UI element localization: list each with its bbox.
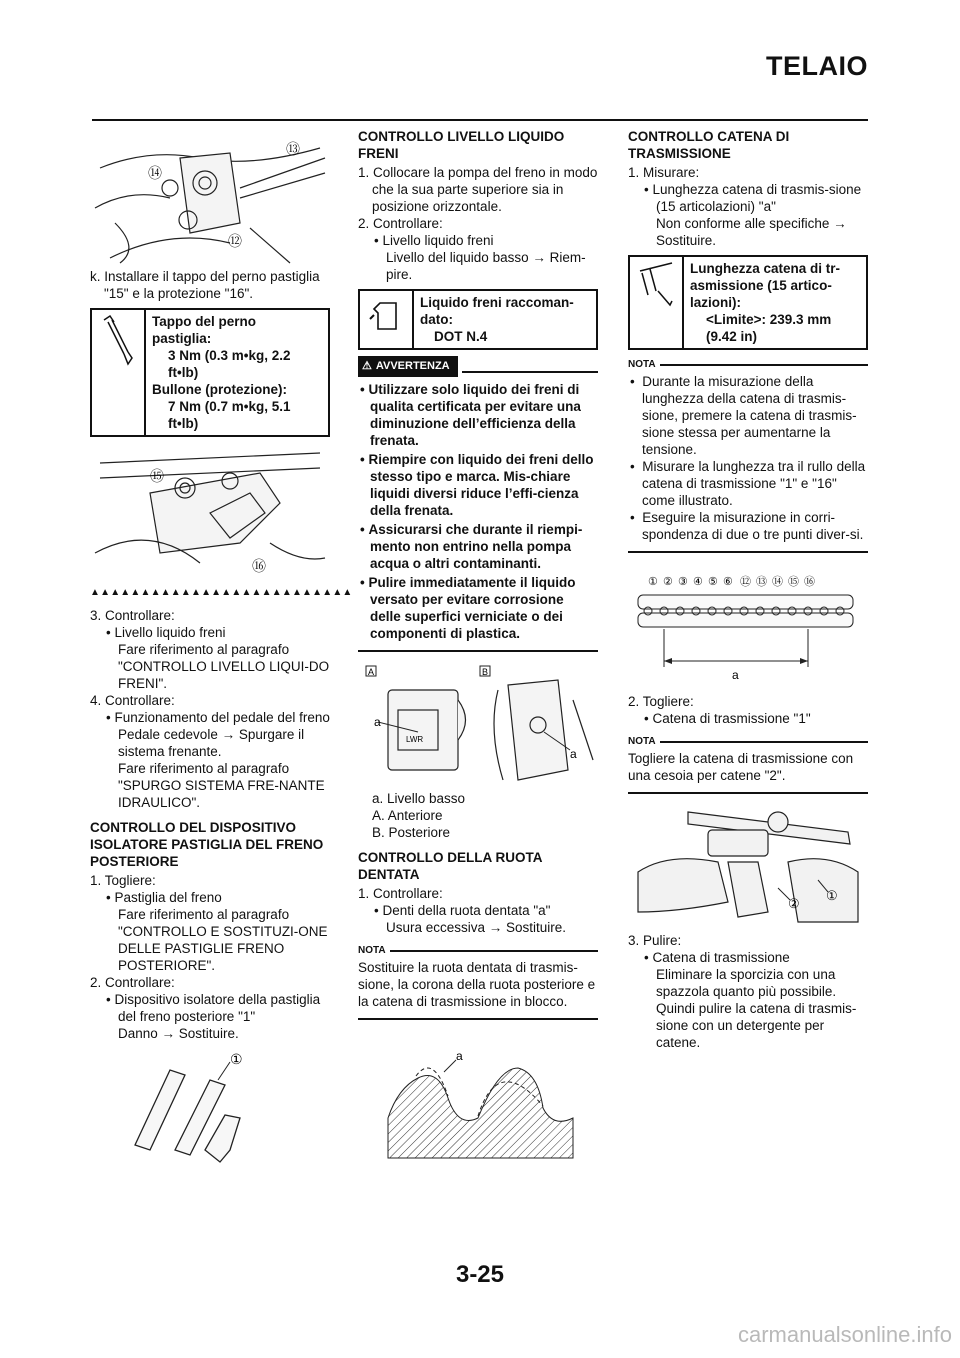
header-rule: [92, 119, 868, 121]
spec-value: 7 Nm (0.7 m•kg, 5.1: [168, 399, 291, 414]
column-left: [90, 128, 353, 1170]
spec-line: asmissione (15 artico-: [690, 278, 832, 293]
chain-label: ⑬: [756, 576, 767, 588]
step-1: 1. Togliere:: [90, 873, 156, 888]
spec-line: Bullone (protezione):: [152, 382, 287, 397]
note-header: [628, 733, 868, 750]
fluid-spec-box: [358, 289, 598, 350]
step-3-bullet: • Catena di trasmissione: [644, 950, 790, 965]
reservoir-illustration: [358, 660, 598, 790]
caption: B. Posteriore: [372, 825, 451, 840]
step-1-ref: Fare riferimento al paragrafo "CONTROLLO E SOSTITUZI-ONE DELLE PASTIGLIE FRENO POSTERIORE".: [118, 907, 328, 973]
label-A: A: [368, 667, 375, 677]
step-1: 1. Misurare:: [628, 165, 700, 180]
note-label: NOTA: [358, 945, 386, 956]
spec-line: pastiglia:: [152, 331, 212, 346]
step-k: k. Installare il tappo del perno pastiglia "15" e la protezione "16".: [90, 269, 320, 301]
section-heading: CONTROLLO CATENA DI TRASMISSIONE: [628, 129, 790, 161]
chain-label: ⑭: [772, 576, 783, 588]
note-header: [628, 356, 868, 373]
step-2: 2. Controllare:: [90, 975, 175, 990]
callout-15: ⑮: [150, 468, 164, 484]
callout-16: ⑯: [252, 558, 266, 574]
spec-line: dato:: [420, 312, 453, 327]
section-heading: CONTROLLO DELLA RUOTA DENTATA: [358, 850, 542, 882]
callout-1: ①: [826, 888, 838, 903]
warning-item: • Riempire con liquido dei freni dello stesso tipo e marca. Mis-chiare liquidi diversi riduce l’effi-cienza della frenata.: [360, 452, 594, 518]
step-2-bullet: • Catena di trasmissione "1": [644, 711, 811, 726]
chain-label: ④: [693, 576, 703, 588]
spec-line: Lunghezza catena di tr-: [690, 261, 841, 276]
chain-label: ③: [678, 576, 688, 588]
warning-icon: ⚠: [362, 360, 372, 372]
chain-label: ⑮: [788, 576, 799, 588]
note-item: • Misurare la lunghezza tra il rullo della catena di trasmissione "1" e "16" come illustrato.: [630, 459, 866, 508]
spec-value: <Limite>: 239.3 mm: [706, 312, 832, 327]
chain-spec-box: [628, 255, 868, 350]
step-1-note: Usura eccessiva → Sostituire.: [386, 920, 567, 935]
wrench-torque-icon: [98, 314, 138, 374]
step-2-bullet: • Dispositivo isolatore della pastiglia del freno posteriore "1": [106, 992, 321, 1024]
caption: A. Anteriore: [372, 808, 443, 823]
page-title: TELAIO: [766, 51, 868, 81]
step-1-bullet: • Pastiglia del freno: [106, 890, 222, 905]
callout-12: ⑫: [228, 233, 242, 249]
spec-line: lazioni):: [690, 295, 741, 310]
chain-cutter-illustration: [628, 802, 868, 932]
note-label: NOTA: [628, 359, 656, 370]
step-2: 2. Controllare:: [358, 216, 443, 231]
chain-label: ⑤: [708, 576, 718, 588]
length-label-a: a: [732, 668, 739, 682]
callout-13: ⑬: [286, 141, 300, 157]
step-1-bullet: • Lunghezza catena di trasmis-sione (15 articolazioni) "a": [644, 182, 862, 214]
spec-value: (9.42 in): [706, 329, 758, 344]
column-right: [628, 128, 868, 1051]
chain-label: ⑯: [804, 576, 815, 588]
spec-line: Liquido freni raccoman-: [420, 295, 574, 310]
warning-item: • Pulire immediatamente il liquido versato per evitare corrosione delle superfici verniciate o dei componenti di plastica.: [360, 575, 576, 641]
sprocket-teeth-illustration: [358, 1028, 598, 1168]
section-heading: CONTROLLO DEL DISPOSITIVO ISOLATORE PASTIGLIA DEL FRENO POSTERIORE: [90, 820, 324, 869]
note-text: Togliere la catena di trasmissione con una cesoia per catene "2".: [628, 751, 854, 783]
label-lwr: LWR: [406, 735, 424, 744]
chain-label: ⑥: [723, 576, 733, 588]
caliper-illustration: [90, 128, 330, 268]
step-2-note: Danno → Sostituire.: [118, 1026, 239, 1041]
warning-item: • Assicurarsi che durante il riempi-mento non entrino nella pompa acqua o altri contaminanti.: [360, 522, 583, 571]
step-4: 4. Controllare:: [90, 693, 175, 708]
warning-label: AVVERTENZA: [375, 360, 450, 372]
chain-label: ⑫: [740, 576, 751, 588]
brake-pads-illustration: [90, 1050, 330, 1170]
step-3: 3. Controllare:: [90, 608, 175, 623]
column-middle: [358, 128, 598, 1168]
chain-measurement-illustration: [628, 563, 868, 693]
step-4-bullet: • Funzionamento del pedale del freno: [106, 710, 330, 725]
caption: a. Livello basso: [372, 791, 466, 806]
note-text: Sostituire la ruota dentata di trasmis-sione, la corona della ruota posteriore e la catena di trasmissione in blocco.: [358, 960, 596, 1009]
step-1-note: Non conforme alle specifiche → Sostituire.: [656, 216, 847, 248]
label-a: a: [374, 715, 381, 729]
chain-label: ②: [663, 576, 673, 588]
step-3-note: Fare riferimento al paragrafo "CONTROLLO LIVELLO LIQUI-DO FRENI".: [118, 642, 330, 691]
step-4-ref: Fare riferimento al paragrafo "SPURGO SISTEMA FRE-NANTE IDRAULICO".: [118, 761, 325, 810]
label-a-rear: a: [570, 747, 577, 761]
spec-value: DOT N.4: [434, 329, 488, 344]
warning-list: [358, 381, 598, 642]
callout-14: ⑭: [148, 165, 162, 181]
step-3-note: Eliminare la sporcizia con una spazzola quanto più possibile. Quindi pulire la catena di trasmis-sione con un detergente per catene.: [656, 967, 857, 1050]
spec-line: Tappo del perno: [152, 314, 256, 329]
step-4-note: Pedale cedevole → Spurgare il sistema frenante.: [118, 727, 305, 759]
caliper-gauge-icon: [636, 261, 676, 311]
note-item: • Eseguire la misurazione in corri-spondenza di due o tre punti diver-si.: [630, 510, 864, 542]
note-label: NOTA: [628, 736, 656, 747]
step-2: 2. Togliere:: [628, 694, 694, 709]
warning-item: • Utilizzare solo liquido dei freni di qualita certificata per evitare una diminuzione dell’efficienza della frenata.: [360, 382, 581, 448]
note-header: [358, 942, 598, 959]
page-number: 3-25: [455, 1261, 505, 1288]
step-2-note: Livello del liquido basso → Riem-pire.: [386, 250, 586, 282]
label-a: a: [456, 1049, 463, 1063]
step-3-bullet: • Livello liquido freni: [106, 625, 226, 640]
callout-1: ①: [230, 1051, 243, 1067]
step-1: 1. Controllare:: [358, 886, 443, 901]
spec-value: ft•lb): [168, 365, 199, 380]
spec-value: 3 Nm (0.3 m•kg, 2.2: [168, 348, 291, 363]
end-of-procedure-marker: ▲▲▲▲▲▲▲▲▲▲▲▲▲▲▲▲▲▲▲▲▲▲▲▲▲▲: [90, 587, 353, 598]
chain-label: ①: [648, 576, 658, 588]
pad-pin-illustration: [90, 443, 330, 583]
step-1: 1. Collocare la pompa del freno in modo che la sua parte superiore sia in posizione orizzontale.: [358, 165, 598, 214]
step-3: 3. Pulire:: [628, 933, 682, 948]
warning-badge: [358, 356, 458, 377]
step-2-bullet: • Livello liquido freni: [374, 233, 494, 248]
note-item: • Durante la misurazione della lunghezza della catena di trasmis-sione, premere la catena di trasmis-sione stessa per aumentarne la tensione.: [630, 374, 857, 457]
label-B: B: [482, 667, 489, 677]
warning-header: [358, 356, 598, 377]
torque-spec-box: [90, 308, 330, 437]
spec-value: ft•lb): [168, 416, 199, 431]
callout-2: ②: [788, 896, 800, 911]
step-1-bullet: • Denti della ruota dentata "a": [374, 903, 551, 918]
oil-can-icon: [366, 295, 406, 335]
section-heading: CONTROLLO LIVELLO LIQUIDO FRENI: [358, 129, 565, 161]
footer-watermark: carmanualsonline.info: [737, 1322, 952, 1347]
